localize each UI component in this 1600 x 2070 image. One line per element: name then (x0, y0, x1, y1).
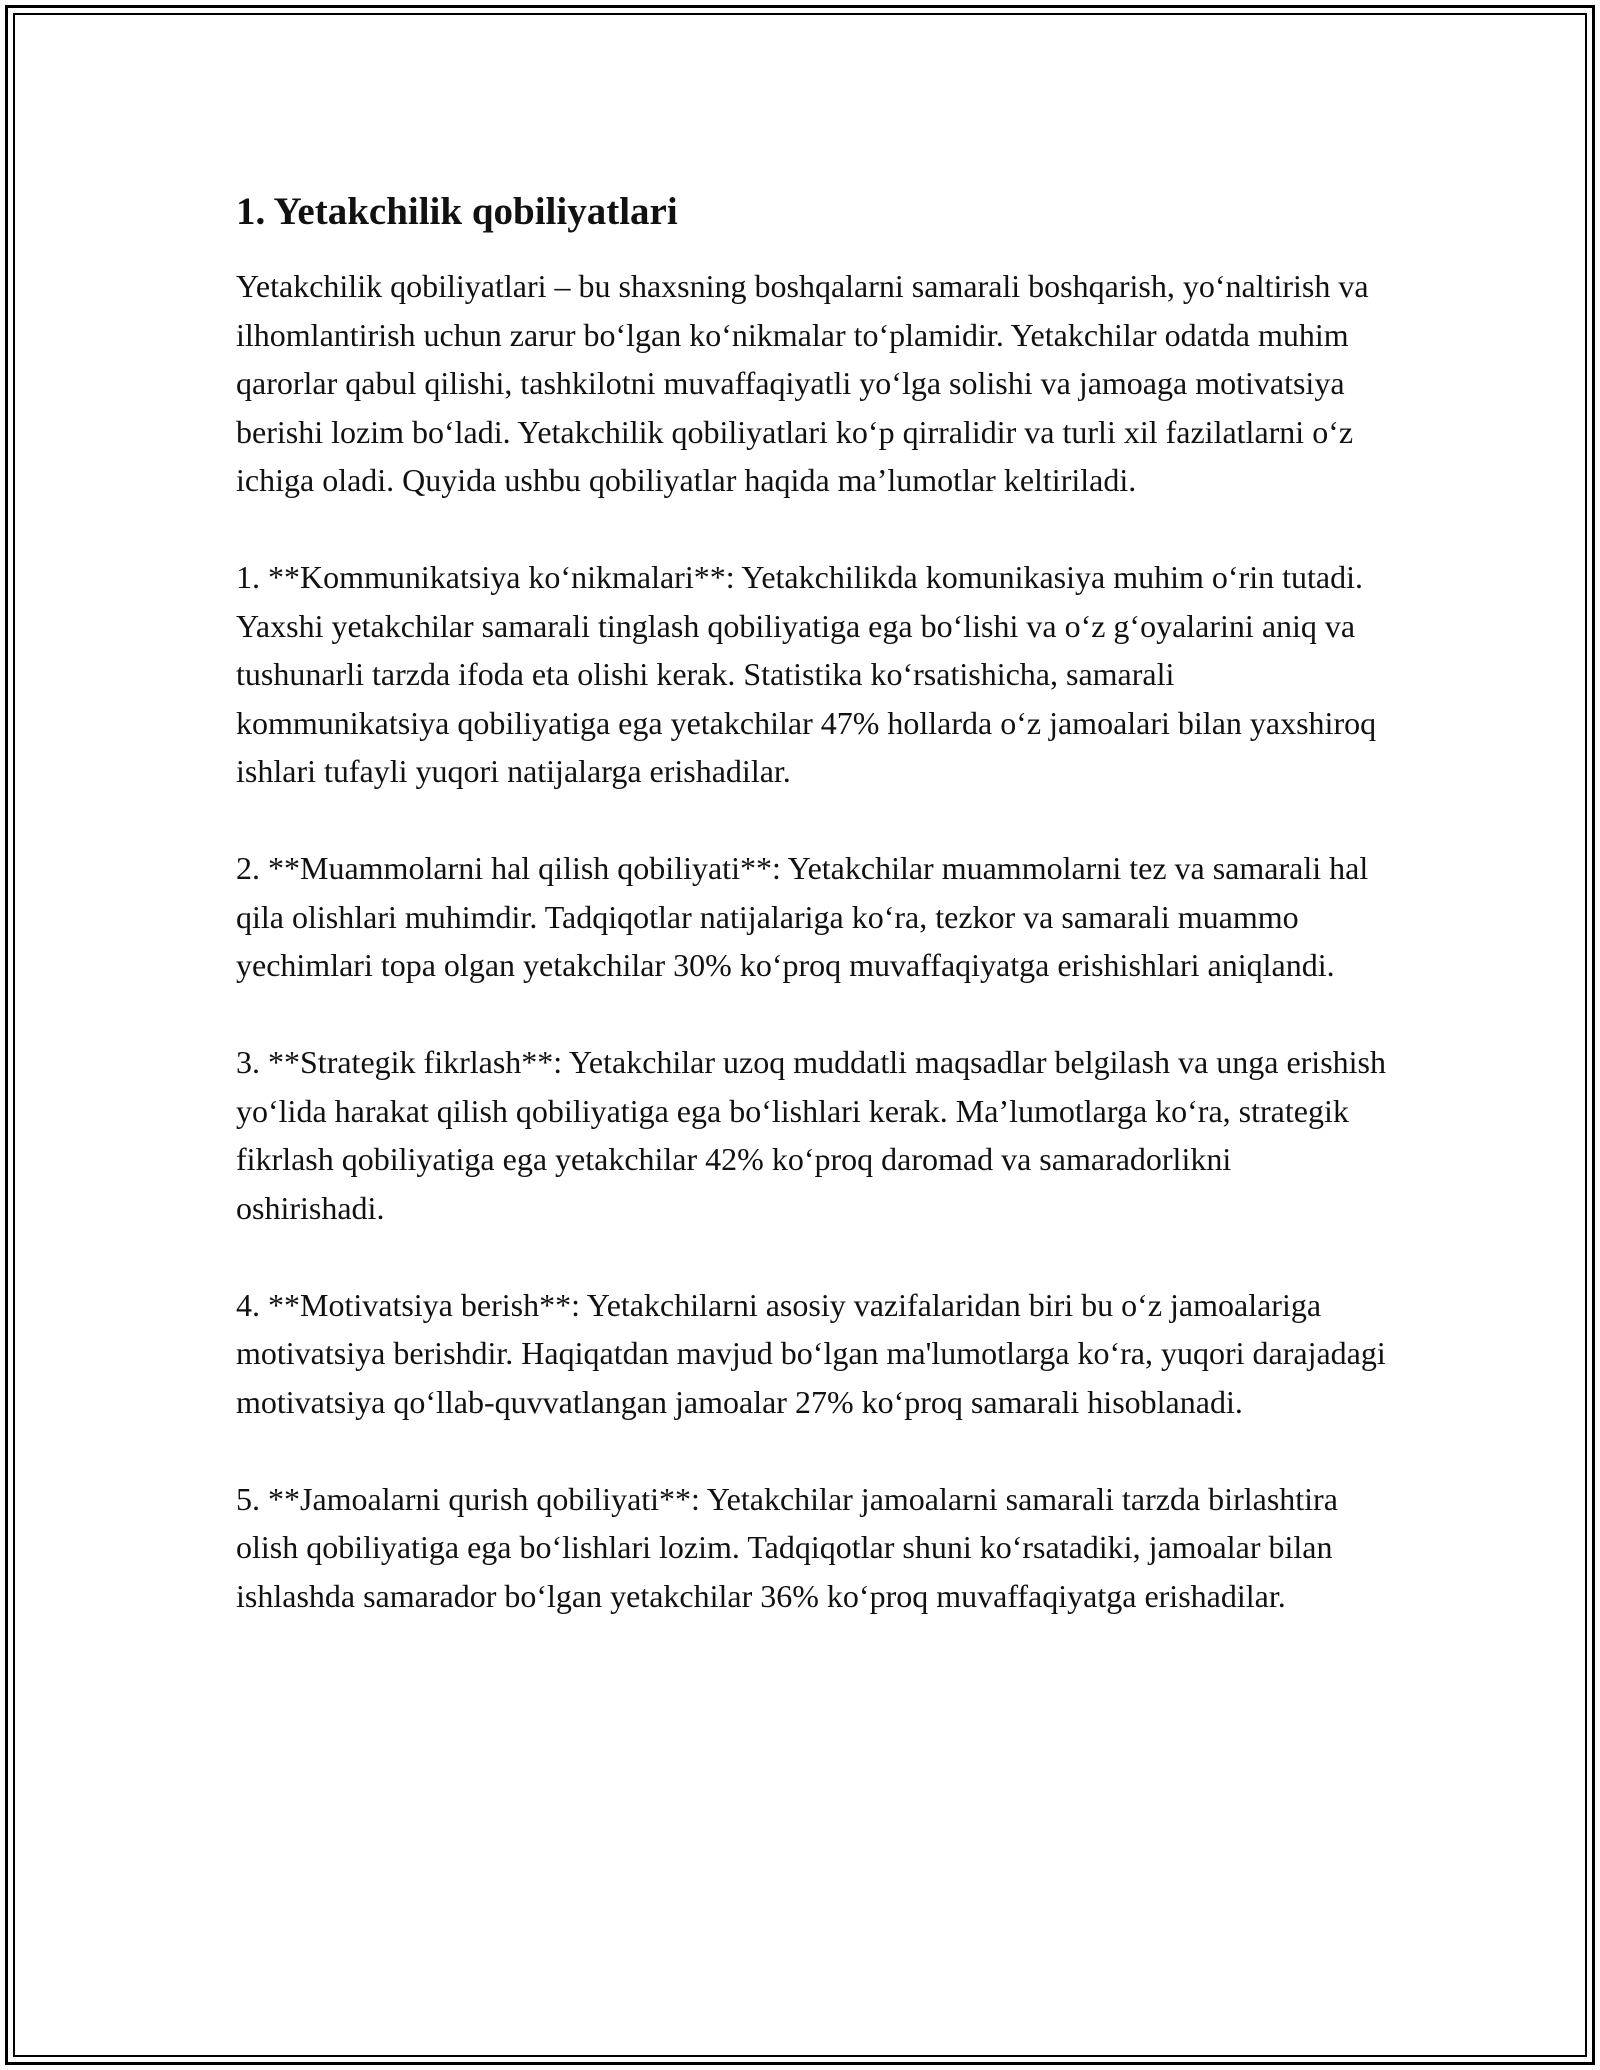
list-item-problem-solving: 2. **Muammolarni hal qilish qobiliyati**: Yetakchilar muammolarni tez va samarali hal qila olishlari muhimdir. Tadqiqotlar natijalariga ko‘ra, tezkor va samarali muammo yechimlari topa olgan yetakchilar 30% ko‘proq muvaffaqiyatga erishishlari aniqlandi. (236, 850, 1369, 983)
list-item-motivation: 4. **Motivatsiya berish**: Yetakchilarni asosiy vazifalaridan biri bu o‘z jamoalariga motivatsiya berishdir. Haqiqatdan mavjud bo‘lgan ma'lumotlarga ko‘ra, yuqori darajadagi motivatsiya qo‘llab-quvvatlangan jamoalar 27% ko‘proq samarali hisoblanadi. (236, 1286, 1386, 1420)
section-heading: 1. Yetakchilik qobiliyatlari (236, 190, 678, 233)
list-item-strategic-thinking: 3. **Strategik fikrlash**: Yetakchilar uzoq muddatli maqsadlar belgilash va unga erishish yo‘lida harakat qilish qobiliyatiga ega bo‘lishlari kerak. Ma’lumotlarga ko‘ra, strategik fikrlash qobiliyatiga ega yetakchilar 42% ko‘proq daromad va samaradorlikni oshirishadi. (236, 1044, 1386, 1226)
list-item-team-building: 5. **Jamoalarni qurish qobiliyati**: Yetakchilar jamoalarni samarali tarzda birlashtira olish qobiliyatiga ega bo‘lishlari lozim. Tadqiqotlar shuni ko‘rsatadiki, jamoalar bilan ishlashda samarador bo‘lgan yetakchilar 36% ko‘proq muvaffaqiyatga erishadilar. (236, 1480, 1338, 1614)
intro-paragraph: Yetakchilik qobiliyatlari – bu shaxsning boshqalarni samarali boshqarish, yo‘naltirish va ilhomlantirish uchun zarur bo‘lgan ko‘nikmalar to‘plamidir. Yetakchilar odatda muhim qarorlar qabul qilishi, tashkilotni muvaffaqiyatli yo‘lga solishi va jamoaga motivatsiya berishi lozim bo‘ladi. Yetakchilik qobiliyatlari ko‘p qirralidir va turli xil fazilatlarni o‘z ichiga oladi. Quyida ushbu qobiliyatlar haqida ma’lumotlar keltiriladi. (236, 268, 1369, 498)
document-body (236, 186, 1386, 1620)
list-item-communication: 1. **Kommunikatsiya ko‘nikmalari**: Yetakchilikda komunikasiya muhim o‘rin tutadi. Yaxshi yetakchilar samarali tinglash qobiliyatiga ega bo‘lishi va o‘z g‘oyalarini aniq va tushunarli tarzda ifoda eta olishi kerak. Statistika ko‘rsatishicha, samarali kommunikatsiya qobiliyatiga ega yetakchilar 47% hollarda o‘z jamoalari bilan yaxshiroq ishlari tufayli yuqori natijalarga erishadilar. (236, 559, 1377, 789)
